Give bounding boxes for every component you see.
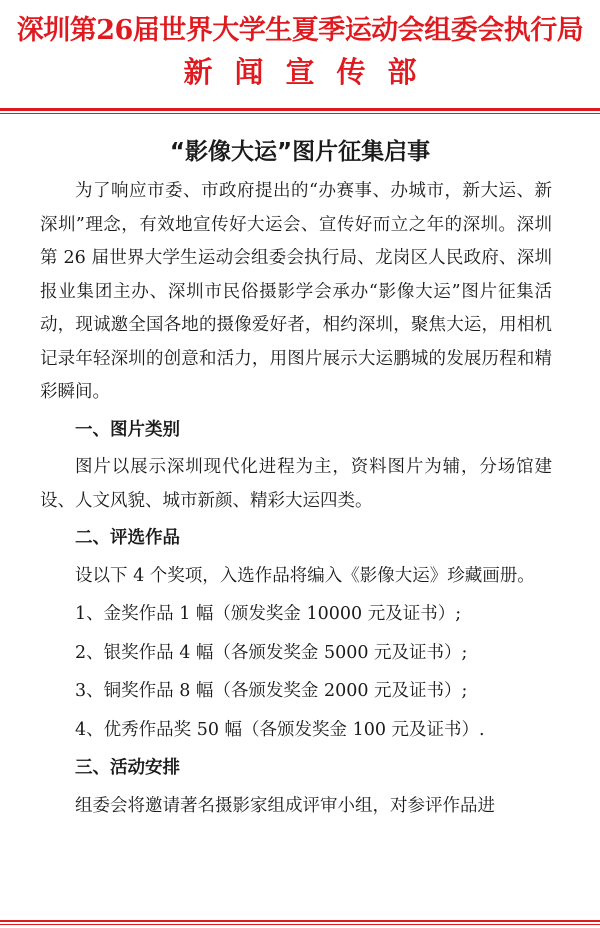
- letterhead-rule-thick: [0, 108, 600, 111]
- letterhead-org-name: 深圳第26届世界大学生夏季运动会组委会执行局: [16, 15, 584, 46]
- intro-paragraph: 为了响应市委、市政府提出的“办赛事、办城市，新大运、新深圳”理念，有效地宣传好大运会、宣传好而立之年的深圳。深圳第 26 届世界大学生运动会组委会执行局、龙岗区人民政府、深圳报业集团主办、深圳市民俗摄影学会承办“影像大运”图片征集活动，现诚邀全国各地的摄像爱好者，相约深圳，聚焦大运，用相机记录年轻深圳的创意和活力，用图片展示大运鹏城的发展历程和精彩瞬间。: [40, 181, 552, 402]
- awards-paragraph: 设以下 4 个奖项，入选作品将编入《影像大运》珍藏画册。: [75, 565, 535, 586]
- award-item-excellence: 4、优秀作品奖 50 幅（各颁发奖金 100 元及证书）.: [75, 719, 485, 740]
- categories-paragraph: 图片以展示深圳现代化进程为主，资料图片为辅，分场馆建设、人文风貌、城市新颜、精彩大运四类。: [40, 457, 552, 511]
- section-heading-categories: 一、图片类别: [75, 419, 180, 440]
- footer-rule-thin: [0, 924, 600, 925]
- letterhead-rule-thin: [0, 113, 600, 114]
- letterhead-department: 新闻宣传部: [183, 55, 439, 89]
- section-heading-schedule: 三、活动安排: [75, 758, 180, 778]
- schedule-paragraph: 组委会将邀请著名摄影家组成评审小组，对参评作品进: [75, 795, 495, 816]
- footer-rule-thick: [0, 920, 600, 922]
- award-item-gold: 1、金奖作品 1 幅（颁发奖金 10000 元及证书）;: [75, 604, 462, 624]
- section-heading-awards: 二、评选作品: [75, 528, 180, 548]
- award-item-bronze: 3、铜奖作品 8 幅（各颁发奖金 2000 元及证书）;: [75, 681, 468, 701]
- document-body: [40, 175, 552, 823]
- award-item-silver: 2、银奖作品 4 幅（各颁发奖金 5000 元及证书）;: [75, 642, 468, 663]
- document-title: “影像大运”图片征集启事: [169, 139, 431, 165]
